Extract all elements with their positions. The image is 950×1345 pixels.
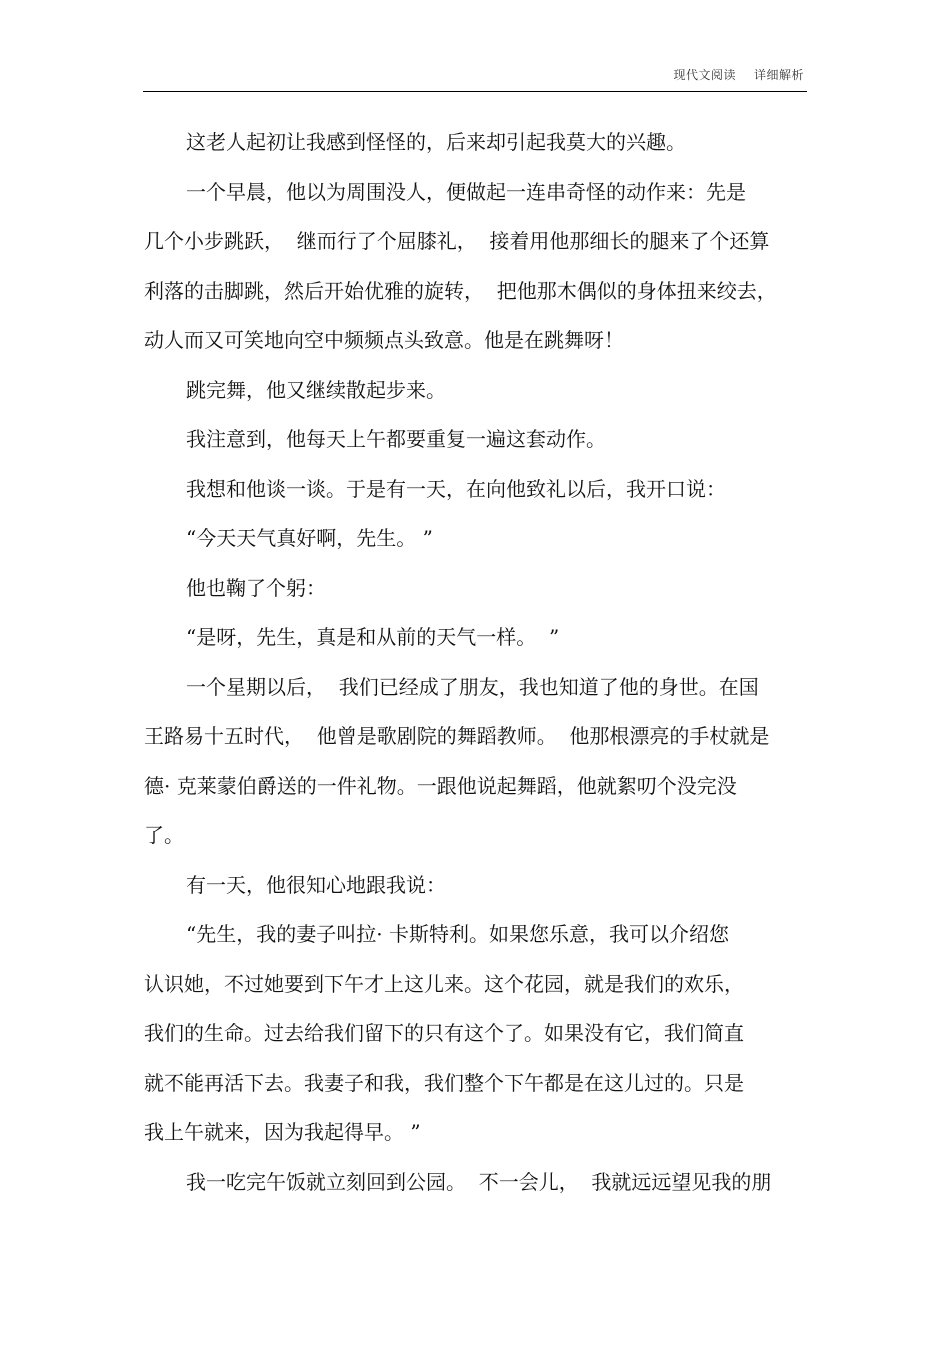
page-header [673,66,804,83]
header-right-text: 详细解析 [753,68,804,82]
text-line: 我一吃完午饭就立刻回到公园。 不一会儿， 我就远远望见我的朋 [186,1169,772,1194]
text-line: 我们的生命。过去给我们留下的只有这个了。如果没有它，我们简直 [144,1021,744,1045]
text-line: 认识她，不过她要到下午才上这儿来。这个花园，就是我们的欢乐， [144,971,744,996]
text-line: 几个小步跳跃， 继而行了个屈膝礼， 接着用他那细长的腿来了个还算 [144,229,770,253]
text-line: “今天天气真好啊，先生。 ” [186,526,433,550]
text-line: 他也鞠了个躬： [186,575,326,600]
text-line: 王路易十五时代， 他曾是歌剧院的舞蹈教师。 他那根漂亮的手杖就是 [144,724,770,748]
text-line: 一个星期以后， 我们已经成了朋友，我也知道了他的身世。在国 [186,674,759,699]
text-line: 我想和他谈一谈。于是有一天，在向他致礼以后，我开口说： [186,476,726,501]
text-line: 动人而又可笑地向空中频频点头致意。他是在跳舞呀！ [144,328,624,352]
text-line: 了。 [144,823,184,847]
text-line: 跳完舞，他又继续散起步来。 [186,377,446,402]
text-line: “先生，我的妻子叫拉· 卡斯特利。如果您乐意，我可以介绍您 [186,922,729,946]
text-line: 一个早晨，他以为周围没人，便做起一连串奇怪的动作来：先是 [186,179,746,204]
text-line: 我注意到，他每天上午都要重复一遍这套动作。 [186,427,606,451]
text-line: 利落的击脚跳，然后开始优雅的旋转， 把他那木偶似的身体扭来绞去， [144,278,777,303]
header-left-text: 现代文阅读 [673,68,736,82]
text-line: 有一天，他很知心地跟我说： [186,872,446,897]
header-divider [143,91,807,92]
text-line: 德· 克莱蒙伯爵送的一件礼物。一跟他说起舞蹈，他就絮叨个没完没 [144,773,737,798]
text-line: “是呀，先生，真是和从前的天气一样。 ” [186,625,560,649]
text-line: 我上午就来，因为我起得早。 ” [144,1120,421,1144]
text-line: 这老人起初让我感到怪怪的，后来却引起我莫大的兴趣。 [186,130,686,154]
text-line: 就不能再活下去。我妻子和我，我们整个下午都是在这儿过的。只是 [144,1070,744,1095]
document-body [144,124,799,1213]
